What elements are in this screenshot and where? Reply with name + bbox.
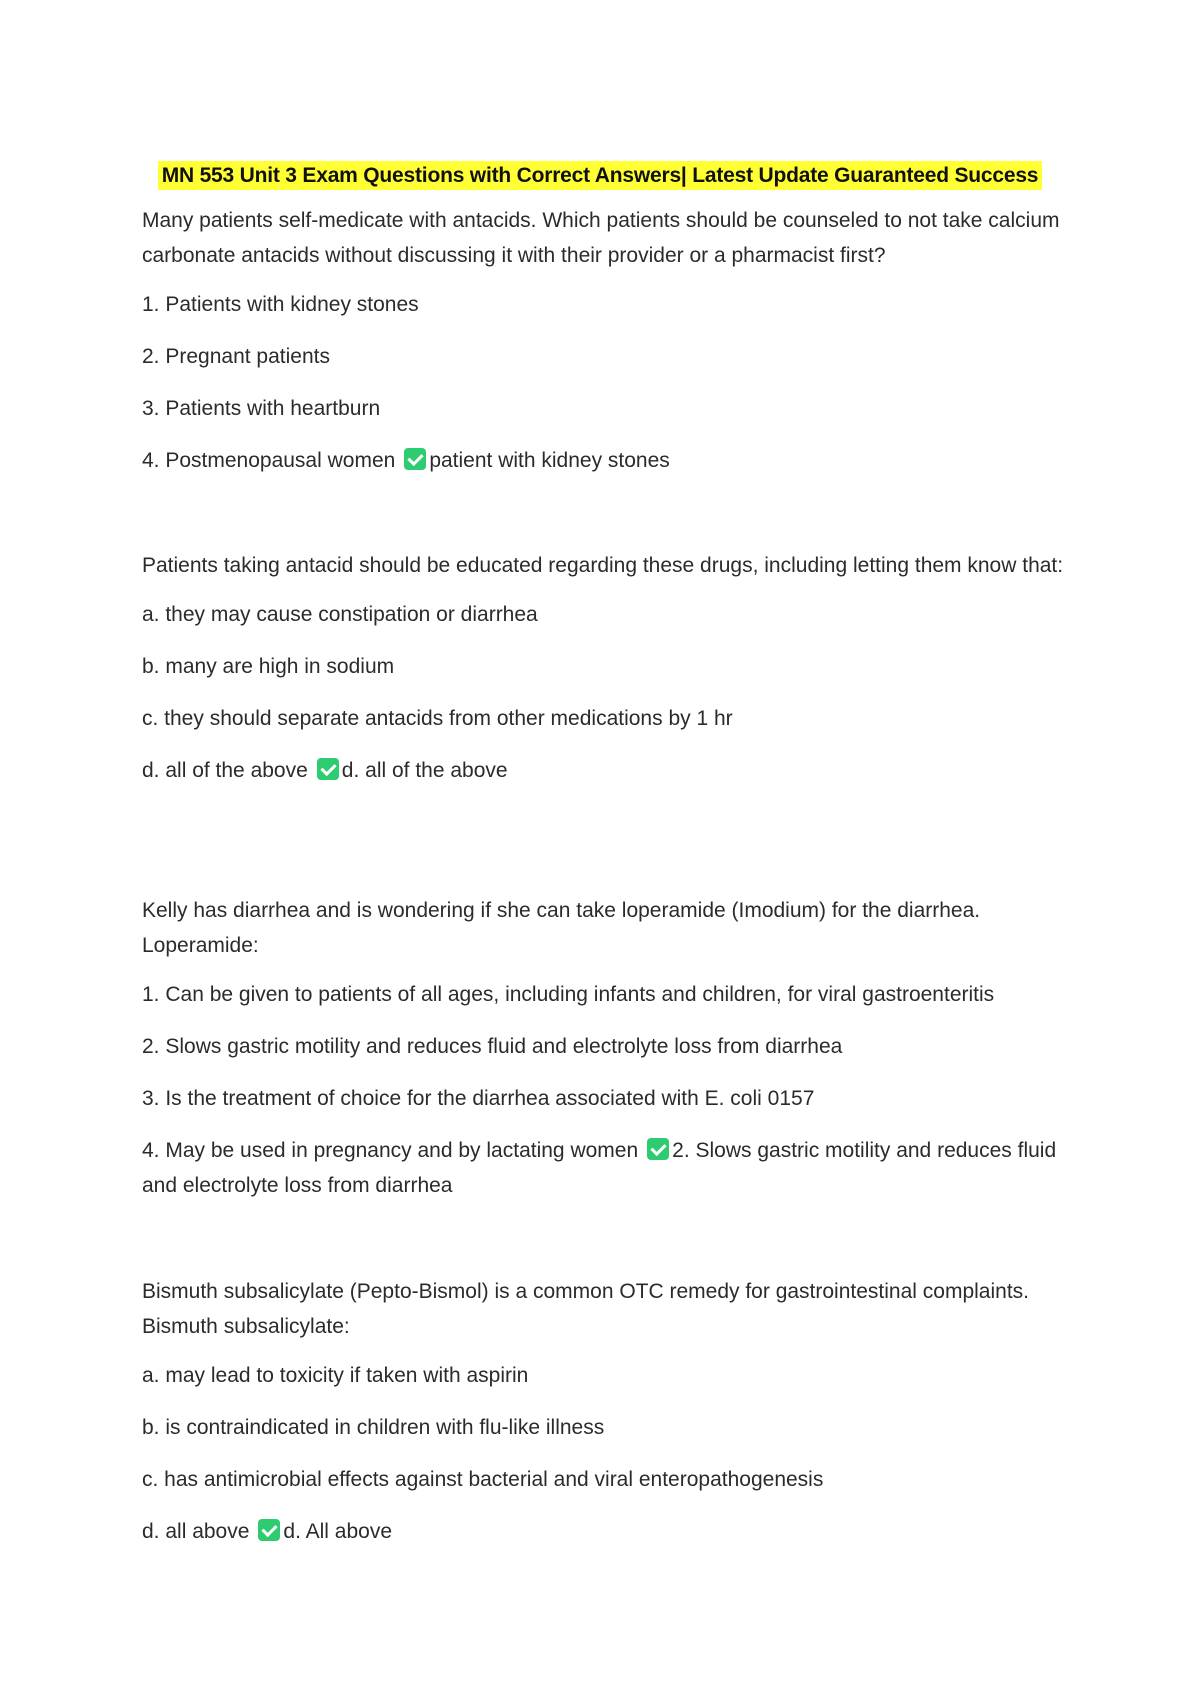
- question-text: Kelly has diarrhea and is wondering if she can take loperamide (Imodium) for the diarrhea. Loperamide:: [142, 899, 981, 957]
- correct-answer: d. all of the above: [341, 759, 508, 782]
- answer-option-with-key: [142, 753, 1072, 788]
- question-block-4: [142, 1274, 1072, 1566]
- document-title: [0, 153, 1200, 190]
- check-icon: [317, 758, 339, 780]
- answer-option: 3. Patients with heartburn: [142, 397, 381, 420]
- answer-option-text: 4. May be used in pregnancy and by lactating women: [142, 1139, 639, 1162]
- question-block-2: [142, 548, 1072, 805]
- answer-option-with-key: [142, 443, 1072, 478]
- answer-option: c. they should separate antacids from other medications by 1 hr: [142, 707, 733, 730]
- answer-option: c. has antimicrobial effects against bacterial and viral enteropathogenesis: [142, 1468, 824, 1491]
- answer-option-text: d. all above: [142, 1520, 250, 1543]
- answer-option-with-key: [142, 1514, 1072, 1549]
- answer-option: 2. Pregnant patients: [142, 345, 330, 368]
- question-block-3: [142, 893, 1072, 1220]
- question-block-1: [142, 203, 1072, 495]
- correct-answer: patient with kidney stones: [429, 449, 670, 472]
- answer-option: a. may lead to toxicity if taken with aspirin: [142, 1364, 529, 1387]
- title-highlight: MN 553 Unit 3 Exam Questions with Correct Answers| Latest Update Guaranteed Success: [158, 161, 1043, 190]
- question-text: Bismuth subsalicylate (Pepto-Bismol) is a common OTC remedy for gastrointestinal complaints. Bismuth subsalicylate:: [142, 1280, 1029, 1338]
- question-text: Patients taking antacid should be educated regarding these drugs, including letting them know that:: [142, 554, 1064, 577]
- check-icon: [404, 448, 426, 470]
- correct-answer: 2. Slows gastric motility and reduces fluid and electrolyte loss from diarrhea: [142, 1139, 1057, 1197]
- answer-option: 2. Slows gastric motility and reduces fluid and electrolyte loss from diarrhea: [142, 1035, 843, 1058]
- answer-option-text: d. all of the above: [142, 759, 308, 782]
- answer-option-text: 4. Postmenopausal women: [142, 449, 396, 472]
- answer-option: b. many are high in sodium: [142, 655, 395, 678]
- check-icon: [647, 1138, 669, 1160]
- answer-option: 1. Can be given to patients of all ages, including infants and children, for viral gastroenteritis: [142, 983, 995, 1006]
- answer-option: b. is contraindicated in children with flu-like illness: [142, 1416, 605, 1439]
- answer-option: 1. Patients with kidney stones: [142, 293, 419, 316]
- answer-option: a. they may cause constipation or diarrhea: [142, 603, 538, 626]
- answer-option-with-key: [142, 1133, 1072, 1203]
- answer-option: 3. Is the treatment of choice for the diarrhea associated with E. coli 0157: [142, 1087, 815, 1110]
- correct-answer: d. All above: [283, 1520, 393, 1543]
- question-text: Many patients self-medicate with antacids. Which patients should be counseled to not take calcium carbonate antacids without discussing it with their provider or a pharmacist first?: [142, 209, 1060, 267]
- check-icon: [258, 1519, 280, 1541]
